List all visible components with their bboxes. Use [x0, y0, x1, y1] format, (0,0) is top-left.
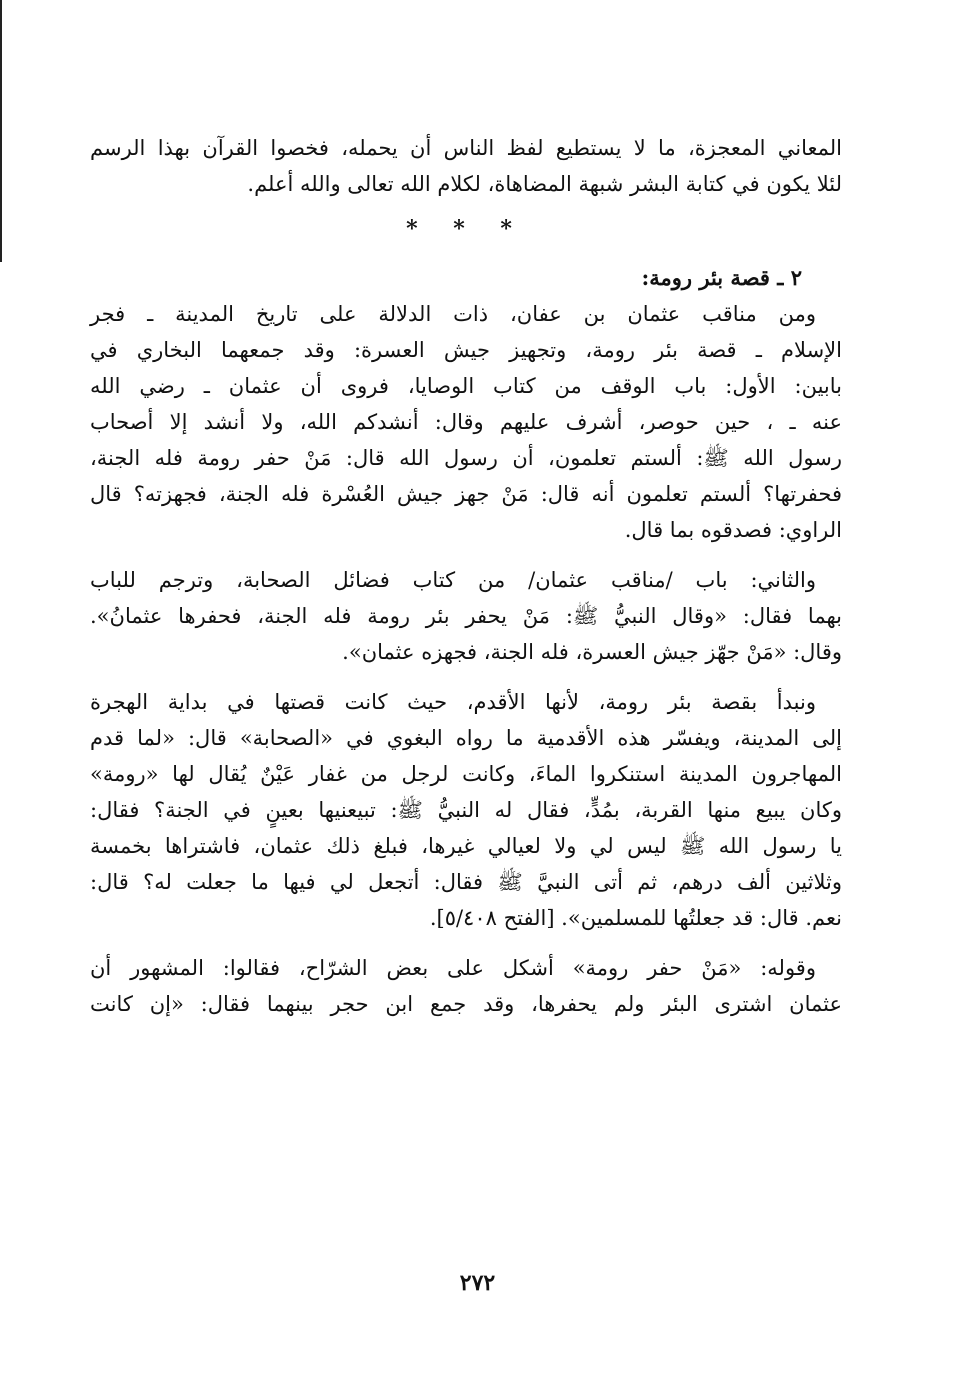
page-number: ٢٧٢ — [459, 1270, 496, 1296]
paragraph-2 — [90, 562, 842, 670]
text-line: وثلاثين ألف درهم، ثم أتى النبيَّ ﷺ فقال: أتجعل لي فيها ما جعلت له؟ قال: — [90, 870, 842, 894]
section-heading: ٢ ـ قصة بئر رومة: — [641, 265, 802, 290]
text-line: إلى المدينة، ويفسّر هذه الأقدمية ما رواه البغوي في «الصحابة» قال: «لما قدم — [90, 726, 842, 750]
paragraph-1 — [90, 296, 842, 548]
text-line: فحفرتها؟ ألستم تعلمون أنه قال: مَنْ جهز جيش العُسْرة فله الجنة، فجهزته؟ قال — [90, 482, 842, 506]
intro-paragraph — [90, 130, 842, 202]
text-line: رسول الله ﷺ: ألستم تعلمون، أن رسول الله قال: مَنْ حفر رومة فله الجنة، — [90, 446, 842, 470]
text-line: وقال: «مَنْ جهّز جيش العسرة، فله الجنة، فجهزه عثمان». — [342, 640, 842, 664]
text-line: بابين: الأول: باب الوقف من كتاب الوصايا، فروى أن عثمان ـ رضي الله — [90, 374, 842, 398]
scan-edge-line — [0, 0, 2, 262]
paragraph-3 — [90, 684, 842, 936]
section-separator: * * * — [406, 216, 526, 242]
text-line: ونبدأ بقصة بئر رومة، لأنها الأقدم، حيث كانت قصتها في بداية الهجرة — [90, 690, 816, 714]
text-line: والثاني: باب /مناقب عثمان/ من كتاب فضائل الصحابة، وترجم للباب — [90, 568, 816, 592]
text-line: لئلا يكون في كتابة البشر شبهة المضاهاة، لكلام الله تعالى والله أعلم. — [247, 172, 842, 196]
text-line: بهما فقال: «وقال النبيُّ ﷺ: مَنْ يحفر بئر رومة فله الجنة، فحفرها عثمانُ». — [90, 604, 842, 628]
text-line: الراوي: فصدقوه بما قال. — [624, 518, 842, 542]
text-line: المهاجرون المدينة استنكروا الماءَ، وكانت لرجل من غفار عَيْنٌ يُقال لها «رومة» — [90, 762, 842, 786]
paragraph-4 — [90, 950, 842, 1022]
text-line: المعاني المعجزة، ما لا يستطيع لفظ الناس أن يحمله، فخصوا القرآن بهذا الرسم — [90, 136, 842, 160]
text-line: ومن مناقب عثمان بن عفان، ذات الدلالة على تاريخ المدينة ـ فجر — [90, 302, 816, 326]
text-line: نعم. قال: قد جعلتُها للمسلمين». [الفتح ٥/٤٠٨]. — [429, 906, 842, 930]
page-body — [90, 130, 842, 1036]
text-line: عثمان اشترى البئر ولم يحفرها، وقد جمع ابن حجر بينهما فقال: «إن كانت — [90, 992, 842, 1016]
text-line: وكان يبيع منها القربة، بمُدٍّ، فقال له النبيُّ ﷺ: تبيعنيها بعينٍ في الجنة؟ فقال: — [90, 798, 842, 822]
text-line: وقوله: «مَنْ حفر رومة» أشكل على بعض الشرّاح، فقالوا: المشهور أن — [90, 956, 816, 980]
text-line: الإسلام ـ قصة بئر رومة، وتجهيز جيش العسرة: وقد جمعهما البخاري في — [90, 338, 842, 362]
text-line: يا رسول الله ﷺ ليس لي ولا لعيالي غيرها، فبلغ ذلك عثمان، فاشتراها بخمسة — [90, 834, 842, 858]
text-line: عنه ـ ، حين حوصر، أشرف عليهم وقال: أنشدكم الله، ولا أنشد إلا أصحاب — [90, 410, 842, 434]
